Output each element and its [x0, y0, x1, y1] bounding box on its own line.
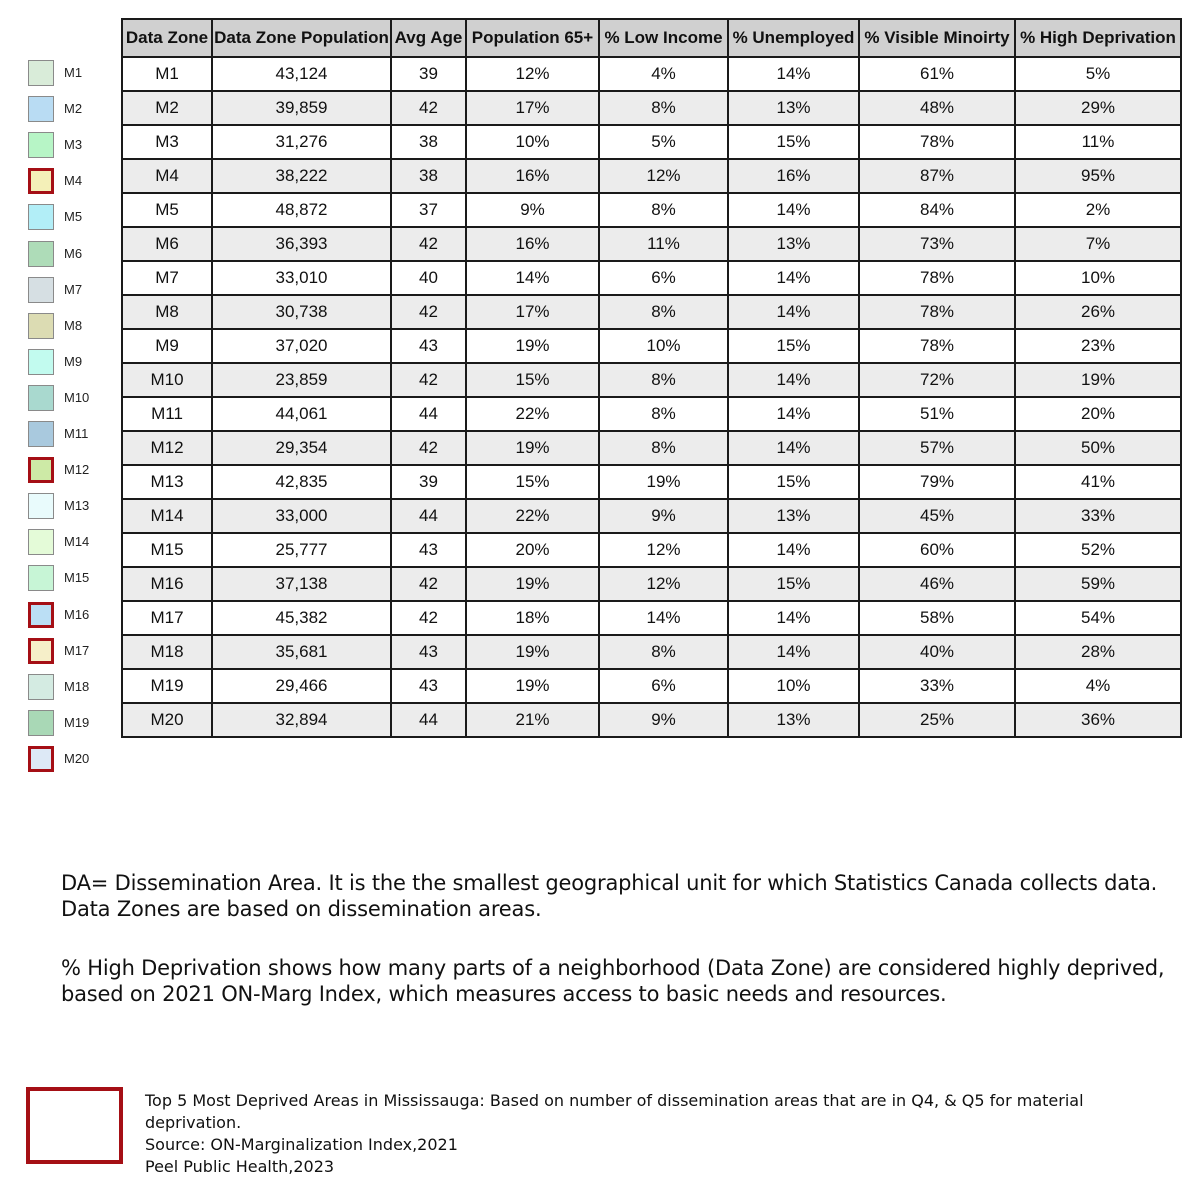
legend-item: [28, 201, 118, 237]
legend-label: M13: [64, 498, 90, 514]
legend-label: M18: [64, 678, 90, 694]
cell-population: 38,222: [212, 159, 391, 193]
legend-swatch: [28, 493, 54, 519]
legend-label: M4: [64, 173, 83, 189]
cell-high-deprivation: 33%: [1015, 499, 1181, 533]
legend-item: [28, 57, 118, 93]
legend-label: M12: [64, 462, 90, 478]
table-row: [122, 57, 1181, 91]
cell-population: 35,681: [212, 635, 391, 669]
cell-visible-minority: 60%: [859, 533, 1015, 567]
legend-swatch: [28, 529, 54, 555]
cell-population-65: 22%: [466, 397, 599, 431]
cell-population: 37,138: [212, 567, 391, 601]
header-population-65: Population 65+: [466, 19, 599, 57]
header-low-income: % Low Income: [599, 19, 728, 57]
cell-population-65: 20%: [466, 533, 599, 567]
cell-low-income: 6%: [599, 261, 728, 295]
legend-label: M3: [64, 137, 83, 153]
legend-item: [28, 310, 118, 346]
table-header-row: [122, 19, 1181, 57]
cell-population-65: 19%: [466, 635, 599, 669]
cell-visible-minority: 78%: [859, 329, 1015, 363]
legend-item: [28, 346, 118, 382]
cell-visible-minority: 33%: [859, 669, 1015, 703]
legend-swatch: [28, 710, 54, 736]
cell-avg-age: 44: [391, 703, 466, 737]
cell-high-deprivation: 26%: [1015, 295, 1181, 329]
legend-swatch: [28, 277, 54, 303]
cell-avg-age: 44: [391, 499, 466, 533]
cell-avg-age: 37: [391, 193, 466, 227]
legend-swatch: [28, 60, 54, 86]
table-row: [122, 261, 1181, 295]
cell-population: 33,010: [212, 261, 391, 295]
cell-unemployed: 14%: [728, 57, 859, 91]
cell-population: 48,872: [212, 193, 391, 227]
cell-unemployed: 13%: [728, 91, 859, 125]
cell-data-zone: M20: [122, 703, 212, 737]
cell-data-zone: M1: [122, 57, 212, 91]
cell-low-income: 8%: [599, 363, 728, 397]
cell-avg-age: 38: [391, 159, 466, 193]
cell-high-deprivation: 41%: [1015, 465, 1181, 499]
legend-item: [28, 454, 118, 490]
cell-low-income: 8%: [599, 295, 728, 329]
cell-high-deprivation: 23%: [1015, 329, 1181, 363]
cell-visible-minority: 51%: [859, 397, 1015, 431]
cell-avg-age: 42: [391, 227, 466, 261]
cell-unemployed: 14%: [728, 193, 859, 227]
cell-data-zone: M15: [122, 533, 212, 567]
cell-avg-age: 39: [391, 465, 466, 499]
dissemination-area-note: [61, 870, 1181, 922]
legend-label: M1: [64, 65, 83, 80]
legend-label: M17: [64, 642, 90, 658]
legend-item: [28, 129, 118, 165]
note-da-line-2: Data Zones are based on dissemination areas.: [61, 897, 542, 921]
footer-credit: Peel Public Health,2023: [145, 1157, 335, 1176]
cell-avg-age: 42: [391, 567, 466, 601]
cell-visible-minority: 84%: [859, 193, 1015, 227]
legend-swatch: [28, 313, 54, 339]
cell-avg-age: 42: [391, 363, 466, 397]
header-avg-age: Avg Age: [391, 19, 466, 57]
legend-label: M10: [64, 389, 90, 405]
legend-item: [28, 599, 118, 635]
note-da-line-1: DA= Dissemination Area. It is the the smallest geographical unit for which Statistics Canada collects data.: [61, 871, 1158, 895]
legend-swatch: [28, 168, 54, 194]
legend-swatch: [28, 385, 54, 411]
cell-population-65: 15%: [466, 465, 599, 499]
cell-low-income: 10%: [599, 329, 728, 363]
cell-population: 36,393: [212, 227, 391, 261]
header-unemployed: % Unemployed: [728, 19, 859, 57]
cell-data-zone: M5: [122, 193, 212, 227]
legend-label: M9: [64, 353, 83, 369]
cell-low-income: 8%: [599, 397, 728, 431]
legend-label: M20: [64, 750, 90, 766]
cell-data-zone: M6: [122, 227, 212, 261]
cell-data-zone: M13: [122, 465, 212, 499]
cell-population-65: 14%: [466, 261, 599, 295]
cell-data-zone: M9: [122, 329, 212, 363]
cell-unemployed: 13%: [728, 499, 859, 533]
cell-unemployed: 16%: [728, 159, 859, 193]
cell-avg-age: 42: [391, 91, 466, 125]
cell-visible-minority: 48%: [859, 91, 1015, 125]
cell-population-65: 17%: [466, 295, 599, 329]
cell-high-deprivation: 54%: [1015, 601, 1181, 635]
legend-swatch: [28, 746, 54, 772]
cell-avg-age: 43: [391, 533, 466, 567]
cell-data-zone: M4: [122, 159, 212, 193]
legend-item: [28, 274, 118, 310]
table-row: [122, 465, 1181, 499]
cell-avg-age: 43: [391, 669, 466, 703]
cell-low-income: 8%: [599, 431, 728, 465]
cell-low-income: 4%: [599, 57, 728, 91]
high-deprivation-note: [61, 955, 1181, 1007]
legend-item: [28, 418, 118, 454]
cell-population-65: 19%: [466, 329, 599, 363]
table-row: [122, 533, 1181, 567]
cell-population-65: 18%: [466, 601, 599, 635]
cell-population: 42,835: [212, 465, 391, 499]
cell-high-deprivation: 10%: [1015, 261, 1181, 295]
cell-visible-minority: 40%: [859, 635, 1015, 669]
legend-swatch: [28, 638, 54, 664]
cell-population: 32,894: [212, 703, 391, 737]
legend-swatch: [28, 349, 54, 375]
legend-label: M8: [64, 317, 83, 333]
cell-avg-age: 42: [391, 295, 466, 329]
table-row: [122, 431, 1181, 465]
cell-population: 23,859: [212, 363, 391, 397]
legend-swatch: [28, 241, 54, 267]
cell-visible-minority: 73%: [859, 227, 1015, 261]
cell-population: 25,777: [212, 533, 391, 567]
cell-data-zone: M3: [122, 125, 212, 159]
cell-low-income: 12%: [599, 567, 728, 601]
legend-item: [28, 671, 118, 707]
cell-avg-age: 44: [391, 397, 466, 431]
cell-unemployed: 14%: [728, 363, 859, 397]
cell-low-income: 19%: [599, 465, 728, 499]
cell-low-income: 12%: [599, 159, 728, 193]
table-row: [122, 193, 1181, 227]
cell-high-deprivation: 28%: [1015, 635, 1181, 669]
cell-high-deprivation: 52%: [1015, 533, 1181, 567]
cell-population: 33,000: [212, 499, 391, 533]
cell-population: 29,354: [212, 431, 391, 465]
cell-population: 39,859: [212, 91, 391, 125]
top5-legend-text: [145, 1090, 1145, 1178]
cell-avg-age: 39: [391, 57, 466, 91]
cell-unemployed: 13%: [728, 227, 859, 261]
cell-avg-age: 42: [391, 431, 466, 465]
cell-low-income: 14%: [599, 601, 728, 635]
cell-visible-minority: 58%: [859, 601, 1015, 635]
legend-label: M5: [64, 209, 83, 225]
cell-high-deprivation: 7%: [1015, 227, 1181, 261]
cell-data-zone: M2: [122, 91, 212, 125]
legend-label: M6: [64, 245, 83, 261]
table-row: [122, 295, 1181, 329]
cell-population-65: 16%: [466, 227, 599, 261]
table-row: [122, 499, 1181, 533]
legend-item: [28, 382, 118, 418]
table-row: [122, 363, 1181, 397]
cell-population-65: 21%: [466, 703, 599, 737]
cell-high-deprivation: 20%: [1015, 397, 1181, 431]
cell-unemployed: 15%: [728, 567, 859, 601]
cell-visible-minority: 79%: [859, 465, 1015, 499]
cell-low-income: 6%: [599, 669, 728, 703]
table-row: [122, 567, 1181, 601]
cell-data-zone: M11: [122, 397, 212, 431]
table-row: [122, 397, 1181, 431]
table-body: [122, 57, 1181, 737]
legend-label: M7: [64, 281, 83, 297]
cell-unemployed: 14%: [728, 261, 859, 295]
cell-high-deprivation: 2%: [1015, 193, 1181, 227]
cell-unemployed: 15%: [728, 465, 859, 499]
legend-item: [28, 238, 118, 274]
note-hd-line-2: based on 2021 ON-Marg Index, which measures access to basic needs and resources.: [61, 982, 947, 1006]
cell-avg-age: 40: [391, 261, 466, 295]
legend-item: [28, 562, 118, 598]
cell-low-income: 11%: [599, 227, 728, 261]
cell-population: 43,124: [212, 57, 391, 91]
cell-data-zone: M8: [122, 295, 212, 329]
cell-population: 45,382: [212, 601, 391, 635]
cell-population-65: 19%: [466, 431, 599, 465]
cell-high-deprivation: 4%: [1015, 669, 1181, 703]
legend-label: M11: [64, 426, 89, 441]
cell-high-deprivation: 50%: [1015, 431, 1181, 465]
footer-line-1: Top 5 Most Deprived Areas in Mississauga: Based on number of dissemination areas that are in Q4, & Q5 for material: [145, 1091, 1084, 1110]
cell-visible-minority: 46%: [859, 567, 1015, 601]
cell-data-zone: M10: [122, 363, 212, 397]
header-population: Data Zone Population: [212, 19, 391, 57]
cell-unemployed: 15%: [728, 329, 859, 363]
legend-swatch: [28, 457, 54, 483]
cell-population-65: 17%: [466, 91, 599, 125]
cell-population-65: 12%: [466, 57, 599, 91]
legend-swatch: [28, 674, 54, 700]
cell-low-income: 12%: [599, 533, 728, 567]
cell-unemployed: 14%: [728, 295, 859, 329]
legend-swatch: [28, 565, 54, 591]
cell-visible-minority: 78%: [859, 295, 1015, 329]
cell-visible-minority: 61%: [859, 57, 1015, 91]
cell-visible-minority: 25%: [859, 703, 1015, 737]
cell-avg-age: 43: [391, 635, 466, 669]
table-row: [122, 227, 1181, 261]
cell-high-deprivation: 5%: [1015, 57, 1181, 91]
cell-population: 30,738: [212, 295, 391, 329]
cell-data-zone: M12: [122, 431, 212, 465]
header-high-deprivation: % High Deprivation: [1015, 19, 1181, 57]
cell-population-65: 22%: [466, 499, 599, 533]
cell-visible-minority: 72%: [859, 363, 1015, 397]
legend-label: M2: [64, 101, 83, 117]
cell-low-income: 8%: [599, 193, 728, 227]
cell-unemployed: 14%: [728, 431, 859, 465]
cell-population-65: 15%: [466, 363, 599, 397]
cell-unemployed: 14%: [728, 601, 859, 635]
table-row: [122, 125, 1181, 159]
cell-visible-minority: 78%: [859, 261, 1015, 295]
cell-unemployed: 13%: [728, 703, 859, 737]
table-row: [122, 159, 1181, 193]
legend-swatch: [28, 421, 54, 447]
top5-legend-swatch: [26, 1087, 123, 1164]
cell-avg-age: 42: [391, 601, 466, 635]
legend-swatch: [28, 132, 54, 158]
cell-population-65: 19%: [466, 669, 599, 703]
cell-low-income: 9%: [599, 703, 728, 737]
table-row: [122, 669, 1181, 703]
cell-high-deprivation: 59%: [1015, 567, 1181, 601]
cell-data-zone: M14: [122, 499, 212, 533]
table-row: [122, 329, 1181, 363]
cell-high-deprivation: 36%: [1015, 703, 1181, 737]
cell-high-deprivation: 11%: [1015, 125, 1181, 159]
legend-item: [28, 93, 118, 129]
cell-high-deprivation: 19%: [1015, 363, 1181, 397]
cell-visible-minority: 57%: [859, 431, 1015, 465]
cell-low-income: 5%: [599, 125, 728, 159]
cell-low-income: 8%: [599, 91, 728, 125]
table-row: [122, 703, 1181, 737]
cell-low-income: 8%: [599, 635, 728, 669]
header-data-zone: Data Zone: [122, 19, 212, 57]
legend-label: M14: [64, 534, 90, 550]
cell-population-65: 19%: [466, 567, 599, 601]
cell-data-zone: M17: [122, 601, 212, 635]
header-visible-minority: % Visible Minoirty: [859, 19, 1015, 57]
legend-label: M19: [64, 714, 90, 730]
cell-unemployed: 14%: [728, 635, 859, 669]
legend-item: [28, 526, 118, 562]
cell-unemployed: 10%: [728, 669, 859, 703]
legend-swatch: [28, 602, 54, 628]
cell-high-deprivation: 95%: [1015, 159, 1181, 193]
table-row: [122, 91, 1181, 125]
cell-avg-age: 38: [391, 125, 466, 159]
cell-data-zone: M18: [122, 635, 212, 669]
note-hd-line-1: % High Deprivation shows how many parts of a neighborhood (Data Zone) are considered highly deprived,: [61, 956, 1165, 980]
cell-population-65: 16%: [466, 159, 599, 193]
legend-label: M15: [64, 570, 90, 586]
cell-unemployed: 15%: [728, 125, 859, 159]
cell-population: 44,061: [212, 397, 391, 431]
cell-visible-minority: 45%: [859, 499, 1015, 533]
table-row: [122, 635, 1181, 669]
cell-population: 29,466: [212, 669, 391, 703]
cell-visible-minority: 78%: [859, 125, 1015, 159]
legend-item: [28, 165, 118, 201]
legend-item: [28, 635, 118, 671]
cell-avg-age: 43: [391, 329, 466, 363]
legend-swatch: [28, 96, 54, 122]
cell-population: 37,020: [212, 329, 391, 363]
cell-visible-minority: 87%: [859, 159, 1015, 193]
cell-low-income: 9%: [599, 499, 728, 533]
cell-population: 31,276: [212, 125, 391, 159]
cell-population-65: 10%: [466, 125, 599, 159]
cell-data-zone: M7: [122, 261, 212, 295]
cell-unemployed: 14%: [728, 533, 859, 567]
legend-item: [28, 707, 118, 743]
legend-label: M16: [64, 606, 90, 622]
legend-item: [28, 490, 118, 526]
cell-data-zone: M16: [122, 567, 212, 601]
footer-line-2: deprivation.: [145, 1113, 242, 1132]
cell-high-deprivation: 29%: [1015, 91, 1181, 125]
cell-data-zone: M19: [122, 669, 212, 703]
legend-item: [28, 743, 118, 779]
cell-unemployed: 14%: [728, 397, 859, 431]
cell-population-65: 9%: [466, 193, 599, 227]
table-row: [122, 601, 1181, 635]
legend-swatch: [28, 204, 54, 230]
footer-source: Source: ON-Marginalization Index,2021: [145, 1135, 458, 1154]
data-zone-table: [121, 18, 1182, 738]
